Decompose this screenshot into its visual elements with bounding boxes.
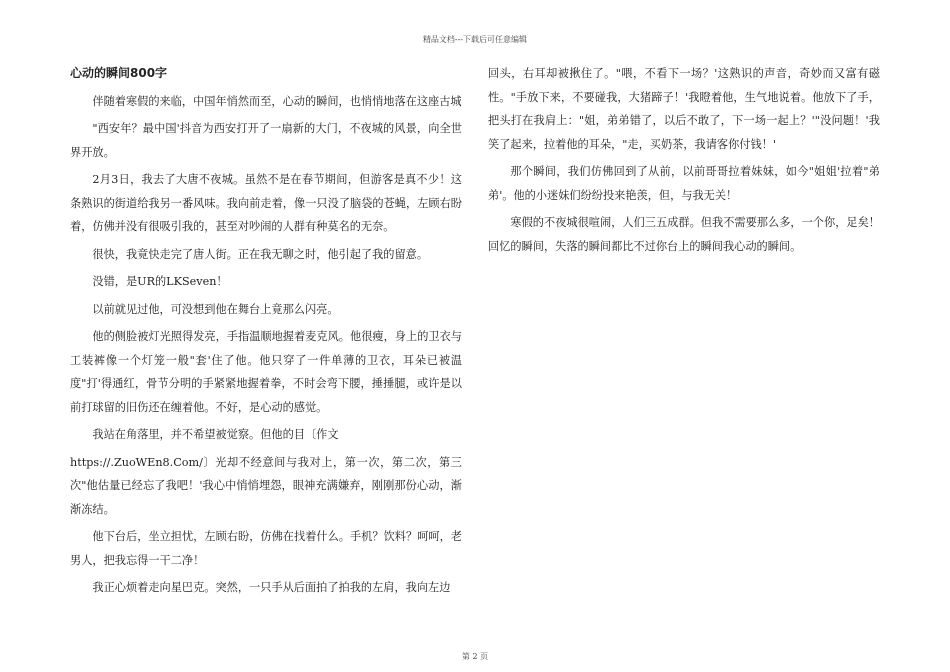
- paragraph: https://.ZuoWEn8.Com/〕光却不经意间与我对上，第一次，第二次，第三次"他估量已经忘了我吧！'我心中悄悄埋怨，眼神充满嫌弃，刚刚那份心动，渐渐冻结。: [70, 455, 462, 516]
- article-title: 心动的瞬间800字: [70, 66, 168, 80]
- paragraph: 回头，右耳却被揪住了。"喂，不看下一场？'这熟识的声音，奇妙而又富有磁性。"手放下来，不要碰我，大猪蹄子！'我瞪着他，生气地说着。他放下了手，把头打在我肩上："姐，弟弟错了，以后不敢了，下一场一起上？'"没问题！'我笑了起来，拉着他的耳朵，"走，买奶茶，我请客你付钱！': [488, 67, 880, 151]
- paragraph: 我站在角落里，并不希望被觉察。但他的目〔作文: [92, 428, 339, 441]
- right-column: [488, 62, 880, 262]
- left-column: [70, 62, 462, 604]
- paragraph: 他下台后，坐立担忧，左顾右盼，仿佛在找着什么。手机？饮料？呵呵，老男人，把我忘得一干二净！: [70, 530, 462, 567]
- paragraph: "西安年？最中国'抖音为西安打开了一扇新的大门，不夜城的风景，向全世界开放。: [70, 122, 462, 159]
- page-header: 精品文档---下载后可任意编辑: [422, 35, 528, 44]
- paragraph: 很快，我竟快走完了唐人街。正在我无聊之时，他引起了我的留意。: [92, 247, 429, 261]
- paragraph: 寒假的不夜城很喧闹，人们三五成群。但我不需要那么多，一个你，足矣！回忆的瞬间，失落的瞬间都比不过你台上的瞬间我心动的瞬间。: [488, 216, 880, 253]
- paragraph: 那个瞬间，我们仿佛回到了从前，以前哥哥拉着妹妹，如今"姐姐'拉着"弟弟'。他的小迷妹们纷纷投来艳羡，但，与我无关！: [488, 165, 880, 202]
- paragraph: 2月3日，我去了大唐不夜城。虽然不是在春节期间，但游客是真不少！这条熟识的街道给我另一番风味。我向前走着，像一只没了脑袋的苍蝇，左顾右盼着，仿佛并没有很吸引我的，甚至对吵闹的人群有种莫名的无奈。: [70, 173, 462, 233]
- paragraph: 他的侧脸被灯光照得发亮，手指温顺地握着麦克风。他很瘦，身上的卫衣与工装裤像一个灯笼一般"套'住了他。他只穿了一件单薄的卫衣，耳朵已被温度"打'得通红，骨节分明的手紧紧地握着拳，不时会弯下腰，捶捶腿，或许是以前打球留的旧伤还在缠着他。不好，是心动的感觉。: [70, 330, 462, 414]
- paragraph: 伴随着寒假的来临，中国年悄然而至，心动的瞬间，也悄悄地落在这座古城: [92, 94, 462, 108]
- paragraph: 没错，是UR的LKSeven！: [92, 275, 228, 288]
- paragraph: 以前就见过他，可没想到他在舞台上竟那么闪亮。: [92, 302, 339, 316]
- paragraph: 我正心烦着走向星巴克。突然，一只手从后面拍了拍我的左肩，我向左边: [92, 581, 451, 594]
- page-number: 第 2 页: [461, 652, 489, 661]
